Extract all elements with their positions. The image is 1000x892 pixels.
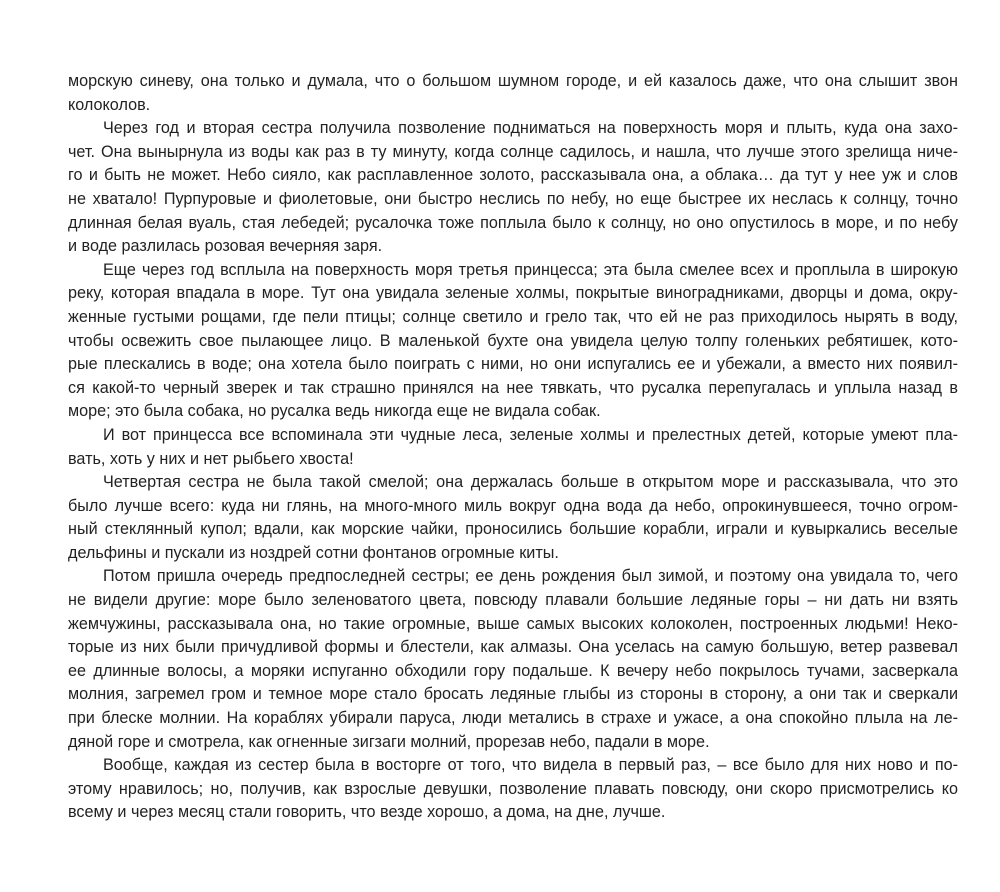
text-line: чтобы освежить свое пылающее лицо. В маленькой бухте она увидела целую толпу голеньких ребятишек, кото- — [68, 331, 958, 350]
text-line: дяной горе и смотрела, как огненные зигзаги молний, прорезав небо, падали в море. — [68, 732, 710, 751]
text-line: ее длинные волосы, а моряки испуганно обходили гору подальше. К вечеру небо покрылось тучами, засверкала — [68, 661, 958, 680]
text-line: не хватало! Пурпуровые и фиолетовые, они быстро неслись по небу, но еще быстрее их неслась к солнцу, точно — [68, 189, 958, 208]
text-line: вать, хоть у них и нет рыбьего хвоста! — [68, 449, 354, 468]
text-line: Еще через год всплыла на поверхность моря третья принцесса; эта была смелее всех и проплыла в широкую — [103, 260, 958, 279]
text-line: молния, загремел гром и темное море стало бросать ледяные глыбы из стороны в сторону, а они так и сверкали — [68, 685, 958, 704]
text-line: при блеске молнии. На кораблях убирали паруса, люди метались в страхе и ужасе, а она спокойно плыла на ле- — [68, 709, 958, 728]
text-line: Вообще, каждая из сестер была в восторге от того, что видела в первый раз, – все было для них ново и по- — [103, 756, 958, 775]
text-line: реку, которая впадала в море. Тут она увидала зеленые холмы, покрытые виноградниками, дворцы и дома, окру- — [68, 284, 958, 303]
text-line: И вот принцесса все вспоминала эти чудные леса, зеленые холмы и прелестных детей, которые умеют пла- — [103, 425, 958, 444]
paragraph — [68, 565, 958, 754]
text-line: морскую синеву, она только и думала, что о большом шумном городе, и ей казалось даже, что она слышит звон — [68, 72, 958, 90]
paragraph — [68, 70, 958, 117]
paragraph — [68, 754, 958, 825]
text-line: Через год и вторая сестра получила позволение подниматься на поверхность моря и плыть, куда она захо- — [103, 119, 958, 138]
text-line: жемчужины, рассказывала она, но такие огромные, выше самых высоких колоколен, построенных людьми! Неко- — [68, 614, 958, 633]
text-line: всему и через месяц стали говорить, что везде хорошо, а дома, на дне, лучше. — [68, 803, 666, 822]
text-line: этому нравилось; но, получив, как взрослые девушки, позволение плавать повсюду, они скоро присмотрелись ко — [68, 779, 958, 798]
paragraph — [68, 259, 958, 424]
text-line: Четвертая сестра не была такой смелой; она держалась больше в открытом море и рассказывала, что это — [103, 473, 958, 492]
text-line: ся какой-то черный зверек и так страшно принялся на нее тявкать, что русалка перепугалась и уплыла назад в — [68, 378, 958, 397]
paragraph — [68, 424, 958, 471]
text-line: Потом пришла очередь предпоследней сестры; ее день рождения был зимой, и поэтому она увидала то, чего — [103, 567, 958, 586]
text-line: ный стеклянный купол; вдали, как морские чайки, проносились большие корабли, играли и кувыркались веселые — [68, 520, 958, 539]
paragraph — [68, 117, 958, 259]
text-line: не видели другие: море было зеленоватого цвета, повсюду плавали большие ледяные горы – ни дать ни взять — [68, 591, 958, 610]
text-line: торые из них были причудливой формы и блестели, как алмазы. Она уселась на самую большую, ветер развевал — [68, 638, 958, 657]
text-line: море; это была собака, но русалка ведь никогда еще не видала собак. — [68, 402, 601, 421]
document-page — [68, 70, 958, 825]
text-line: рые плескались в воде; она хотела было поиграть с ними, но они испугались ее и убежали, а вместо них появил- — [68, 355, 958, 374]
text-line: колоколов. — [68, 95, 151, 114]
text-line: го и быть не может. Небо сияло, как расплавленное золото, рассказывала она, а облака… да тут у нее уж и слов — [68, 166, 958, 185]
text-line: было лучше всего: куда ни глянь, на много-много миль вокруг одна вода да небо, опрокинувшееся, точно огром- — [68, 496, 958, 515]
text-line: женные густыми рощами, где пели птицы; солнце светило и грело так, что ей не раз приходилось нырять в воду, — [68, 307, 958, 326]
text-line: дельфины и пускали из ноздрей сотни фонтанов огромные киты. — [68, 543, 559, 562]
paragraph — [68, 471, 958, 565]
text-line: длинная белая вуаль, стая лебедей; русалочка тоже поплыла было к солнцу, но оно опустилось в море, и по небу — [68, 213, 958, 232]
text-line: и воде разлилась розовая вечерняя заря. — [68, 237, 383, 256]
text-line: чет. Она вынырнула из воды как раз в ту минуту, когда солнце садилось, и нашла, что лучше этого зрелища ниче- — [68, 142, 958, 161]
